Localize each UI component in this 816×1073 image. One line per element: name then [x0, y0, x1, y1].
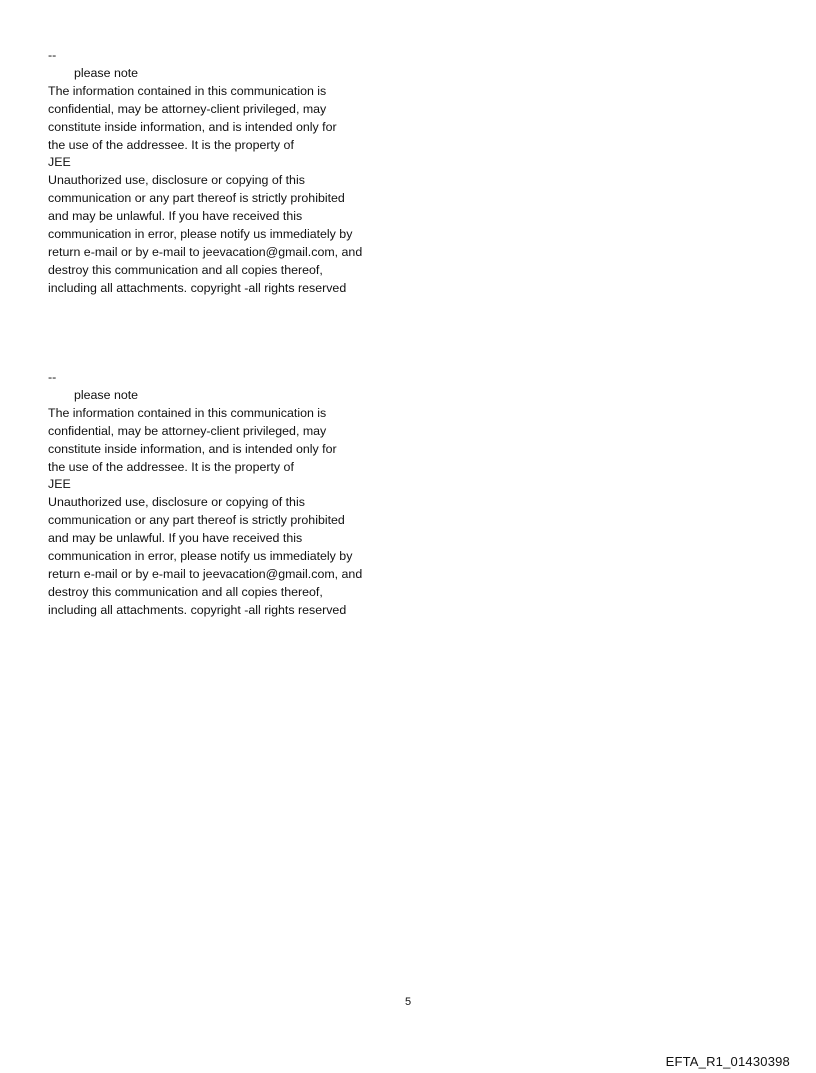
notice-line: confidential, may be attorney-client privileged, may: [48, 423, 327, 438]
notice-line: and may be unlawful. If you have received this: [48, 531, 303, 546]
notice-line: Unauthorized use, disclosure or copying of this: [48, 495, 305, 510]
notice-separator: --: [48, 370, 57, 384]
notice-line: including all attachments. copyright -all rights reserved: [48, 280, 347, 295]
notice-line: constitute inside information, and is intended only for: [48, 441, 337, 456]
notice-line: JEE: [48, 477, 71, 492]
notice-line: communication in error, please notify us immediately by: [48, 549, 353, 564]
notice-line: return e-mail or by e-mail to jeevacation@gmail.com, and: [48, 244, 363, 259]
notice-line: communication or any part thereof is strictly prohibited: [48, 191, 345, 206]
notice-line: constitute inside information, and is intended only for: [48, 119, 337, 134]
notice-line: The information contained in this communication is: [48, 405, 327, 420]
page-number: 5: [404, 996, 412, 1008]
notice-line: Unauthorized use, disclosure or copying of this: [48, 173, 305, 188]
notice-line: confidential, may be attorney-client privileged, may: [48, 101, 327, 116]
notice-line: communication or any part thereof is strictly prohibited: [48, 513, 345, 528]
notice-line: and may be unlawful. If you have received this: [48, 209, 303, 224]
document-id: EFTA_R1_01430398: [665, 1054, 790, 1069]
notice-line: including all attachments. copyright -all rights reserved: [48, 602, 347, 617]
notice-line: destroy this communication and all copies thereof,: [48, 584, 323, 599]
confidentiality-notice-1: [48, 47, 428, 298]
notice-line: communication in error, please notify us immediately by: [48, 227, 353, 242]
notice-line: return e-mail or by e-mail to jeevacation@gmail.com, and: [48, 566, 363, 581]
notice-heading: please note: [74, 65, 139, 80]
confidentiality-notice-2: [48, 369, 428, 620]
notice-separator: --: [48, 48, 57, 62]
notice-line: the use of the addressee. It is the property of: [48, 459, 294, 474]
notice-line: JEE: [48, 155, 71, 170]
notice-line: destroy this communication and all copies thereof,: [48, 262, 323, 277]
notice-heading: please note: [74, 387, 139, 402]
notice-line: the use of the addressee. It is the property of: [48, 137, 294, 152]
notice-line: The information contained in this communication is: [48, 83, 327, 98]
